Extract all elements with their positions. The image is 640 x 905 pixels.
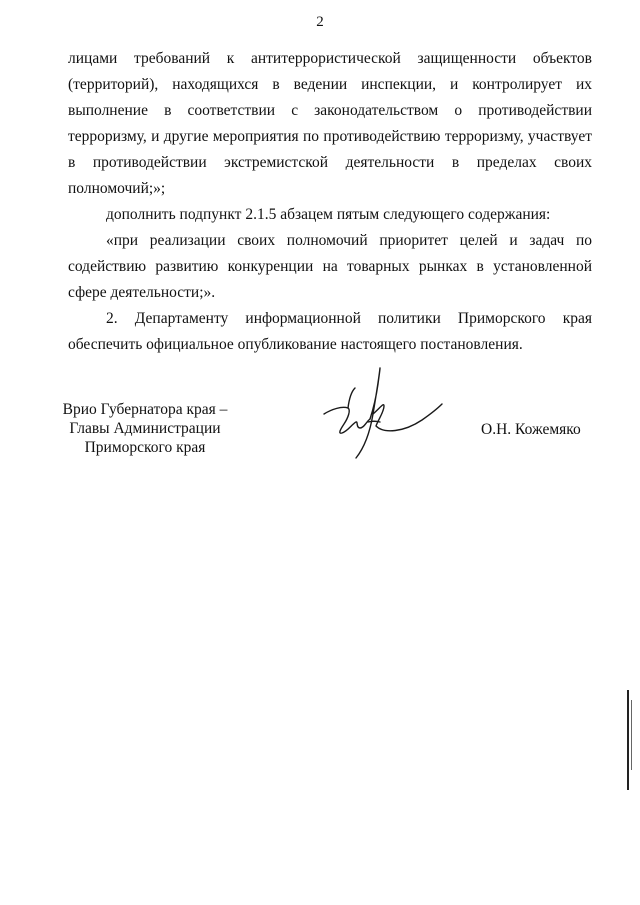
- document-body: [68, 46, 592, 358]
- position-line: Приморского края: [84, 439, 206, 456]
- paragraph-amendment-text: «при реализации своих полномочий приоритет целей и задач по содействию развитию конкуренции на товарных рынках в установленной сфере деятельности;».: [68, 232, 592, 301]
- position-line: Главы Администрации: [69, 420, 221, 437]
- handwritten-signature: [318, 362, 448, 462]
- paragraph-publication-order: 2. Департаменту информационной политики Приморского края обеспечить официальное опубликование настоящего постановления.: [68, 310, 592, 353]
- position-line: Врио Губернатора края –: [62, 401, 228, 418]
- paragraph-amendment-intro: дополнить подпункт 2.1.5 абзацем пятым следующего содержания:: [106, 206, 551, 223]
- paragraph-continuation: лицами требований к антитеррористической защищенности объектов (территорий), находящихся в ведении инспекции, и контролирует их выполнение в соответствии с законодательством о противодействии терроризму, и другие мероприятия по противодействию терроризму, участвует в противодействии экстремистской деятельности в пределах своих полномочий;»;: [68, 50, 592, 197]
- signer-name: О.Н. Кожемяко: [481, 421, 581, 438]
- signatory-position: [60, 400, 230, 457]
- page-number: 2: [316, 14, 324, 30]
- scan-edge-mark: [631, 700, 632, 770]
- scan-edge-mark: [627, 690, 629, 790]
